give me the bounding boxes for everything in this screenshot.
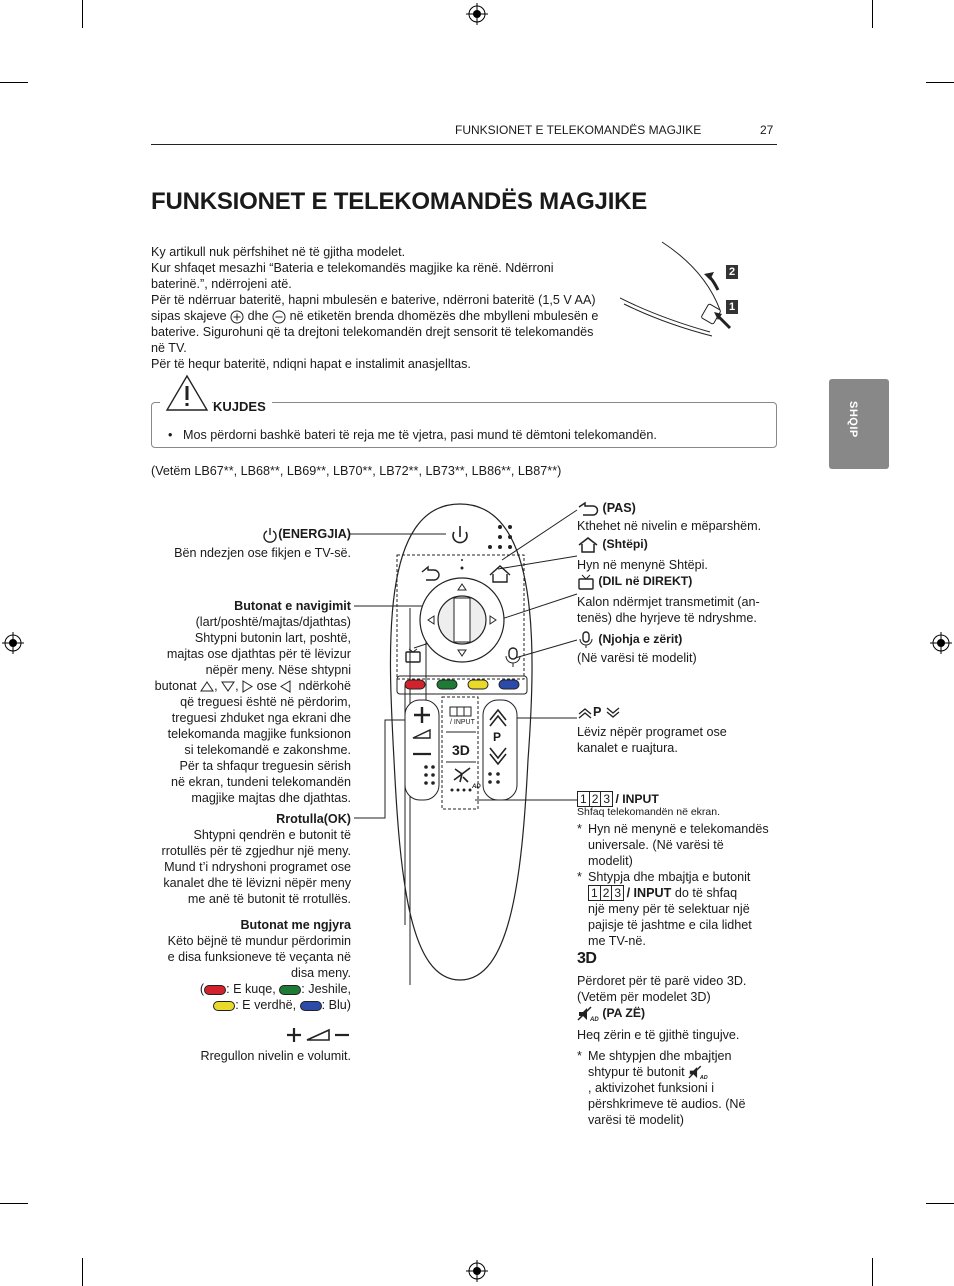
crop-mark [82, 1258, 83, 1286]
mute-title: (PA ZË) [602, 1006, 646, 1021]
language-tab-label: SHQIP [847, 401, 859, 438]
color-legend-line [130, 981, 351, 997]
intro-line: baterinë.”, ndërrojeni atë. [151, 277, 292, 291]
warning-icon [165, 374, 209, 412]
step-badge: 1 [726, 300, 738, 314]
live-desc-line: tenës) dhe hyrjeve të ndryshme. [577, 611, 757, 625]
remote-3d-label: 3D [452, 742, 470, 758]
voice-title-row [577, 631, 682, 649]
channel-down-icon [605, 707, 621, 719]
intro-line [151, 308, 631, 324]
input-b2-line: pajisje të jashtme e cila lidhet [588, 918, 752, 932]
intro-text [151, 244, 631, 372]
mute-b1-line: , aktivizohet funksioni i [588, 1081, 714, 1096]
red-swatch [204, 985, 226, 995]
mute-icon [688, 1065, 708, 1080]
page-title: FUNKSIONET E TELEKOMANDËS MAGJIKE [151, 188, 648, 215]
input-b2-line: me TV-në. [588, 934, 646, 948]
wheel-section [130, 811, 351, 907]
nav-fragment: butonat [154, 679, 197, 693]
mute-desc: Heq zërin e të gjithë tingujve. [577, 1028, 740, 1042]
intro-fragment: në etiketën brenda dhomëzës dhe mbylleni mbulesën e [289, 309, 599, 323]
caution-text: Mos përdorni bashkë bateri të reja me të vjetra, pasi mund të dëmtoni telekomandën. [183, 428, 657, 442]
nav-line: Shtypni butonin lart, poshtë, [194, 631, 351, 645]
right-triangle-icon [242, 680, 253, 693]
down-triangle-icon [221, 681, 235, 692]
svg-text:AD: AD [699, 1075, 708, 1081]
back-title-row [577, 500, 636, 516]
remote-p-label: P [493, 730, 502, 744]
back-desc: Kthehet në nivelin e mëparshëm. [577, 519, 762, 533]
remote-ad-label: AD [472, 784, 481, 790]
star-mark: * [577, 822, 582, 836]
nav-line: si telekomandë e zakonshme. [184, 743, 351, 757]
input-b2-line: Shtypja dhe mbajtja e butonit [588, 870, 751, 884]
power-desc: Bën ndezjen ose fikjen e TV-së. [174, 546, 351, 560]
live-desc [577, 594, 760, 626]
paren: ( [199, 982, 205, 996]
program-p-label: P [593, 705, 602, 719]
back-icon [577, 502, 599, 516]
home-icon [577, 537, 599, 553]
wheel-title: Rrotulla(OK) [276, 812, 351, 826]
input-b1-line: Hyn në menynë e telekomandës [588, 822, 769, 836]
nav-line: (lart/poshtë/majtas/djathtas) [195, 615, 351, 629]
wheel-line: Mund t’i ndryshoni programet ose [164, 860, 351, 874]
power-icon [262, 527, 278, 543]
volume-icons [285, 1026, 351, 1044]
home-desc: Hyn në menynë Shtëpi. [577, 558, 708, 572]
program-title-row [577, 704, 621, 720]
live-title-row [577, 574, 692, 590]
input-b2-line: një meny për të selektuar një [588, 902, 750, 916]
left-triangle-icon [280, 680, 291, 693]
header-rule [151, 144, 777, 145]
digit-box: 2 [600, 885, 613, 901]
nav-line: treguesi zhduket nga ekrani dhe [171, 711, 351, 725]
nav-line: majtas ose djathtas për të lëvizur [166, 647, 351, 661]
intro-fragment: sipas skajeve [151, 309, 227, 323]
nav-fragment: ose [256, 679, 277, 693]
registration-mark-icon [466, 3, 488, 25]
color-line: Këto bëjnë të mundur përdorimin [167, 934, 351, 948]
nav-line: që treguesi është në përdorim, [180, 695, 351, 709]
intro-line: në TV. [151, 341, 187, 355]
live-desc-line: Kalon ndërmjet transmetimit (an- [577, 595, 760, 609]
step-badge: 2 [726, 265, 738, 279]
models-note: (Vetëm LB67**, LB68**, LB69**, LB70**, LB72**, LB73**, LB86**, LB87**) [151, 464, 562, 478]
star-mark: * [577, 870, 582, 884]
crop-mark [872, 0, 873, 28]
power-title-row [130, 526, 351, 543]
home-title-row [577, 537, 648, 553]
nav-line: magjike majtas dhe djathtas. [191, 791, 351, 805]
input-b2-line [588, 885, 752, 901]
up-triangle-icon [200, 681, 214, 692]
mute-title-row [577, 1006, 645, 1022]
d3-desc [577, 973, 746, 1005]
intro-line: Për të hequr bateritë, ndiqni hapat e instalimit anasjelltas. [151, 357, 471, 371]
caution-bullet: • [168, 428, 173, 442]
intro-line: baterive. Sigurohuni që ta drejtoni telekomandën drejt sensorit të telekomandës [151, 325, 594, 339]
wheel-line: kanalet dhe të lëvizni nëpër meny [163, 876, 351, 890]
crop-mark [82, 0, 83, 28]
input-title: / INPUT [615, 792, 659, 806]
crop-mark [926, 1203, 954, 1204]
blue-swatch [300, 1001, 322, 1011]
d3-icon: 3D [577, 950, 597, 967]
input-bullet-2 [588, 869, 752, 949]
color-name: : E verdhë, [235, 998, 297, 1012]
live-title: (DIL në DIREKT) [598, 574, 693, 589]
remote-input-label: / INPUT [450, 719, 475, 726]
intro-line: Për të ndërruar bateritë, hapni mbulesën e baterive, ndërroni bateritë (1,5 V AA) [151, 293, 596, 307]
nav-line: nëpër meny. Nëse shtypni [205, 663, 351, 677]
power-title: (ENERGJIA) [278, 527, 351, 541]
input-b2-bold: / INPUT [626, 886, 672, 900]
channel-up-icon [577, 707, 593, 719]
mute-icon [577, 1006, 599, 1022]
color-name: : Jeshile, [301, 982, 351, 996]
input-b2-fragment: do të shfaq [674, 886, 738, 900]
color-line: e disa funksioneve të veçanta në [167, 950, 351, 964]
input-b1-line: universale. (Në varësi të [588, 838, 724, 852]
mute-b1-line: përshkrimeve të audios. (Në [588, 1097, 746, 1112]
crop-mark [0, 82, 28, 83]
mute-bullet [588, 1048, 746, 1128]
microphone-icon [577, 631, 595, 649]
color-name: : Blu) [321, 998, 351, 1012]
color-legend-line [130, 997, 351, 1013]
digit-box: 1 [588, 885, 601, 901]
caution-label: KUJDES [213, 399, 272, 414]
wheel-line: Shtypni qendrën e butonit të [193, 828, 351, 842]
digit-box: 1 [577, 791, 590, 807]
registration-mark-icon [2, 632, 24, 654]
intro-line: Kur shfaqet mesazhi “Bateria e telekomandës magjike ka rënë. Ndërroni [151, 261, 554, 275]
color-name: : E kuqe, [226, 982, 276, 996]
input-bullet-1 [588, 821, 769, 869]
nav-buttons-line: butonat , , ose ndërkohë [154, 679, 351, 693]
d3-desc-line: Përdoret për të parë video 3D. [577, 974, 747, 988]
green-swatch [279, 985, 301, 995]
input-b1-line: modelit) [588, 854, 633, 868]
wheel-line: me anë të butonit të rrotullës. [187, 892, 351, 906]
color-title: Butonat me ngjyra [240, 918, 351, 932]
color-line: disa meny. [291, 966, 351, 980]
program-desc [577, 724, 727, 756]
voice-title: (Njohja e zërit) [598, 632, 683, 647]
nav-line: Për ta shfaqur treguesin sërish [179, 759, 351, 773]
battery-cover-illustration [620, 240, 750, 340]
language-tab [829, 379, 889, 469]
input-sub: Shfaq telekomandën në ekran. [577, 806, 721, 818]
live-tv-icon [577, 574, 595, 590]
digit-box: 3 [611, 885, 624, 901]
digit-box: 2 [589, 791, 602, 807]
mute-b1-line [588, 1064, 746, 1080]
back-title: (PAS) [602, 501, 636, 515]
d3-desc-line: (Vetëm për modelet 3D) [577, 990, 711, 1004]
volume-desc: Rregullon nivelin e volumit. [200, 1049, 351, 1063]
nav-fragment: ndërkohë [298, 679, 351, 693]
nav-line: telekomanda magjike funksionon [167, 727, 351, 741]
nav-section [130, 598, 351, 806]
crop-mark [0, 1203, 28, 1204]
voice-desc: (Në varësi të modelit) [577, 651, 697, 665]
nav-line: në ekran, tundeni telekomandën [171, 775, 351, 789]
registration-mark-icon [466, 1260, 488, 1282]
wheel-line: rrotullës për të zgjedhur një meny. [161, 844, 351, 858]
home-title: (Shtëpi) [602, 537, 648, 552]
intro-fragment: dhe [247, 309, 269, 323]
page-number: 27 [760, 123, 774, 137]
color-section [130, 917, 351, 1013]
crop-mark [926, 82, 954, 83]
crop-mark [872, 1258, 873, 1286]
mute-b1-line: Me shtypjen dhe mbajtjen [588, 1049, 732, 1063]
running-title: FUNKSIONET E TELEKOMANDËS MAGJIKE [455, 123, 702, 137]
digit-box: 3 [600, 791, 613, 807]
mute-b1-fragment: shtypur të butonit [588, 1065, 685, 1079]
minus-terminal-icon [272, 310, 286, 324]
program-desc-line: Lëviz nëpër programet ose [577, 725, 727, 739]
yellow-swatch [213, 1001, 235, 1011]
program-desc-line: kanalet e ruajtura. [577, 741, 678, 755]
registration-mark-icon [930, 632, 952, 654]
plus-terminal-icon [230, 310, 244, 324]
intro-line: Ky artikull nuk përfshihet në të gjitha modelet. [151, 245, 406, 259]
nav-title: Butonat e navigimit [234, 599, 351, 613]
mute-b1-line: varësi të modelit) [588, 1113, 684, 1128]
svg-text:AD: AD [590, 1017, 599, 1022]
star-mark: * [577, 1049, 582, 1063]
